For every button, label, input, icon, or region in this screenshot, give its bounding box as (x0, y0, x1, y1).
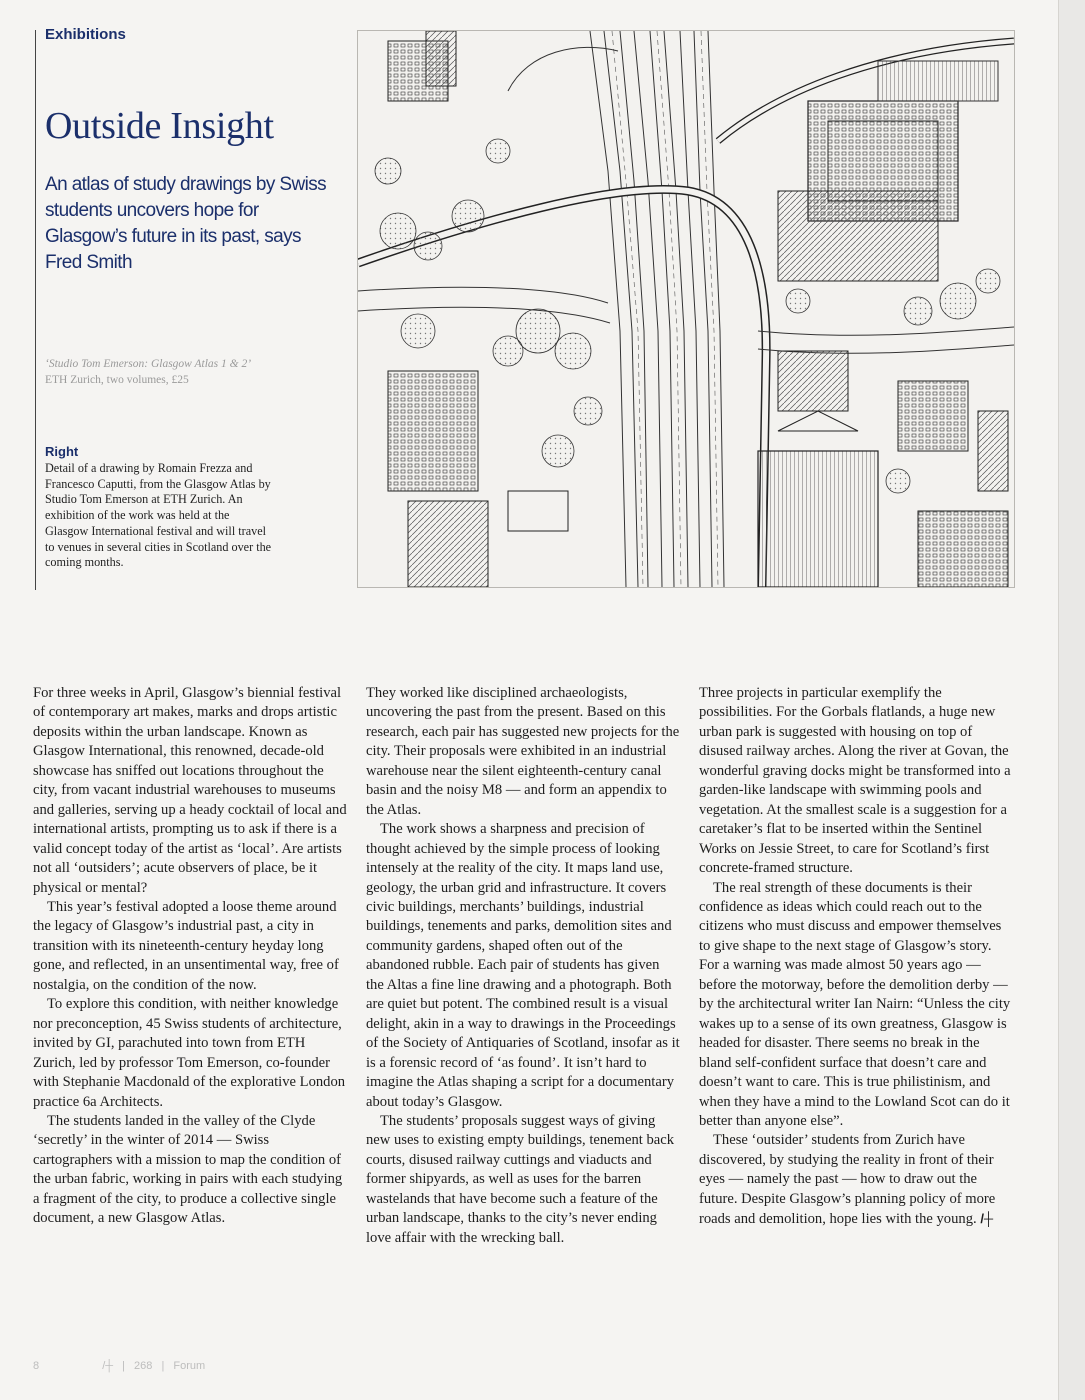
paragraph: The real strength of these documents is their confidence as ideas which could reach out to the citizens who must discuss and empower themselves to give shape to the next stage of Glasgow’s story. For a warning was made almost 50 years ago — before the motorway, before the demolition derby — by the architectural writer Ian Nairn: “Unless the city wakes up to a sense of its own greatness, Glasgow is headed for disaster. There seems no break in the bland self-confident surface that doesn’t care and doesn’t want to care. This is true philistinism, and when they have a mind to the Lowland Scot can do it better than anyone else”. (699, 879, 1011, 1129)
standfirst: An atlas of study drawings by Swiss students uncovers hope for Glasgow’s future in its past, says Fred Smith (45, 174, 327, 273)
end-mark: /┼ (980, 1211, 994, 1227)
body-column-3 (699, 684, 1013, 1230)
paragraph: This year’s festival adopted a loose theme around the legacy of Glasgow’s industrial past, a city in transition with its nineteenth-century heyday long gone, and reflected, in an unsentimental way, free of nostalgia, on the condition of the now. (33, 898, 339, 993)
paragraph: The students landed in the valley of the Clyde ‘secretly’ in the winter of 2014 — Swiss cartographers with a mission to map the condition of the urban fabric, working in pairs with each studying a fragment of the city, to produce a collective single document, a new Glasgow Atlas. (33, 1112, 343, 1227)
caption-text: Detail of a drawing by Romain Frezza and Francesco Caputti, from the Glasgow Atlas by Studio Tom Emerson at ETH Zurich. An exhibition of the work was held at the Glasgow International festival and will travel to venues in several cities in Scotland over the coming months. (45, 461, 272, 570)
paragraph-text: These ‘outsider’ students from Zurich have discovered, by studying the reality in front of their eyes — namely the past — how to draw out the future. Despite Glasgow’s planning policy of more roads and demolition, hope lies with the young. (699, 1132, 996, 1228)
paragraph: Three projects in particular exemplify the possibilities. For the Gorbals flatlands, a huge new urban park is suggested with housing on top of disused railway arches. Along the river at Govan, the wonderful graving docks might be transformed into a garden-like landscape with swimming pools and vegetation. At the smallest scale is a suggestion for a caretaker’s flat to be inserted within the Sentinel Works on Jessie Street, to care for Scotland’s first concrete-framed structure. (699, 685, 1011, 877)
last-paragraph (699, 1131, 1013, 1229)
headline: Outside Insight (45, 105, 274, 147)
footer-section: Forum (173, 1360, 206, 1372)
paragraph: The students’ proposals suggest ways of giving new uses to existing empty buildings, tenement back courts, disused railway cuttings and viaducts and former shipyards, as well as uses for the barren wastelands that have become such a feature of the urban landscape, thanks to the city’s never ending love affair with the wrecking ball. (366, 1112, 675, 1246)
book-reference (45, 356, 305, 388)
body-column-1 (33, 684, 347, 1229)
paragraph: They worked like disciplined archaeologists, uncovering the past from the present. Based on this research, each pair has suggested new projects for the city. Their proposals were exhibited in an industrial warehouse near the silent eighteenth-century canal basin and the noisy M8 — and form an appendix to the Atlas. (366, 685, 680, 818)
magazine-mark: /┼ (102, 1360, 114, 1372)
issue-number: 268 (134, 1360, 153, 1372)
header-rule (35, 30, 36, 590)
book-publisher: ETH Zurich, two volumes, £25 (45, 374, 189, 386)
paragraph: To explore this condition, with neither knowledge nor preconception, 45 Swiss students of architecture, invited by GI, parachuted into town from ETH Zurich, led by professor Tom Emerson, co-founder with Stephanie Macdonald of the explorative London practice 6a Architects. (33, 996, 346, 1110)
page-number: 8 (33, 1360, 40, 1372)
section-label: Exhibitions (45, 26, 126, 43)
paragraph: For three weeks in April, Glasgow’s biennial festival of contemporary art makes, marks and drops artistic deposits within the urban landscape. Known as Glasgow International, this renowned, decade-old showcase has sniffed out locations throughout the city, from vacant industrial warehouses to museums and galleries, serving up a heady cocktail of local and international artists, prompting us to ask if there is a valid concept today of the artist as ‘local’. Are artists not all ‘outsiders’; acute observers of place, be it physical or mental? (33, 685, 347, 896)
paragraph: The work shows a sharpness and precision of thought achieved by the simple process of looking intensely at the reality of the city. It maps land use, geology, the urban grid and infrastructure. It covers civic buildings, merchants’ buildings, industrial buildings, tenements and parks, demolition sites and community gardens, shaped often out of the abandoned rubble. Each pair of students has given the Altas a fine line drawing and a photograph. Both are quiet but potent. The combined result is a visual delight, akin in a way to drawings in the Proceedings of the Society of Antiquaries of Scotland, insofar as it is a forensic record of ‘as found’. It isn’t hard to imagine the Atlas shaping a script for a documentary about today’s Glasgow. (366, 821, 680, 1110)
atlas-drawing-illustration (358, 31, 1014, 587)
body-column-2 (366, 684, 680, 1248)
caption-heading: Right (45, 444, 79, 459)
atlas-drawing (357, 30, 1015, 588)
book-title: ‘Studio Tom Emerson: Glasgow Atlas 1 & 2’ (45, 358, 252, 370)
page-footer: 8 /┼ | 268 | Forum (33, 1360, 206, 1372)
page-edge (1058, 0, 1085, 1400)
